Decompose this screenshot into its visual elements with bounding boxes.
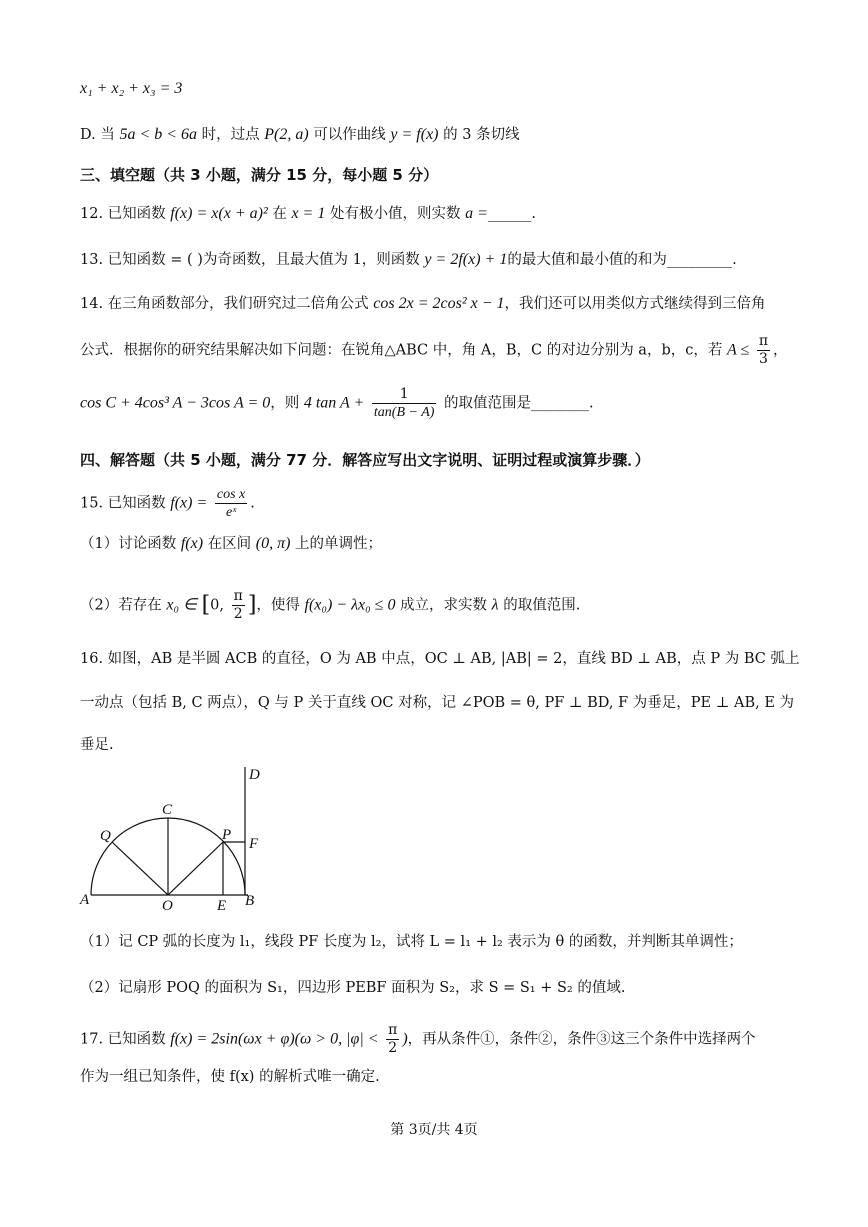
section-3-title: 三、填空题（共 3 小题，满分 15 分，每小题 5 分）	[80, 166, 439, 184]
q12-text-3: 处有极小值，则实数	[329, 206, 461, 222]
question-14-line-3	[80, 386, 808, 421]
q17-text-2: ，再从条件①，条件②，条件③这三个条件中选择两个	[407, 1031, 756, 1048]
q15-numerator: cos x	[216, 487, 246, 502]
q12-point: x = 1	[291, 205, 326, 222]
q17-pi-over-2	[386, 1022, 399, 1057]
option-d-curve: y = f(x)	[390, 126, 439, 143]
q14-fraction-numerator: 1	[372, 386, 437, 404]
segment-op	[168, 842, 223, 895]
label-q: Q	[100, 828, 111, 844]
q13-gap: = ( )	[170, 252, 203, 268]
label-c: C	[162, 802, 173, 818]
q17-close-paren: )	[402, 1030, 408, 1048]
q16-number: 16.	[80, 651, 104, 667]
label-f: F	[249, 836, 259, 852]
q12-end: .	[531, 206, 536, 222]
question-12	[80, 203, 808, 225]
q15-part1-function: f(x)	[180, 535, 204, 552]
option-d-text-1: 当	[100, 127, 115, 143]
option-d-text-3: 可以作曲线	[313, 127, 386, 143]
q12-blank: ______	[487, 206, 532, 222]
q17-function: f(x) = 2sin(ωx + φ)(ω > 0, |φ| <	[170, 1030, 379, 1048]
q15-fraction	[215, 486, 247, 521]
q12-text-1: 已知函数	[107, 206, 166, 222]
q13-text-3: 的最大值和最小值的和为	[507, 252, 667, 268]
q14-fraction	[372, 386, 437, 421]
question-16-part-1: （1）记 CP 弧的长度为 l₁，线段 PF 长度为 l₂，试将 L = l₁ + l₂ 表示为 θ 的函数，并判断其单调性；	[80, 934, 743, 950]
q15-part1-text-1: （1）讨论函数	[80, 536, 177, 552]
q15-part2-lambda: λ	[491, 596, 499, 614]
q12-function: f(x) = x(x + a)²	[170, 205, 268, 222]
question-15	[80, 486, 808, 521]
q13-function: y = 2f(x) + 1	[424, 251, 508, 268]
q14-number: 14.	[80, 296, 104, 312]
q15-part2-x0: x₀ ∈	[166, 596, 197, 614]
q15-part1-text-2: 在区间	[207, 536, 252, 552]
q14-equation: cos C + 4cos³ A − 3cos A = 0	[80, 394, 271, 412]
question-15-part-2	[80, 588, 808, 623]
option-d-condition: 5a < b < 6a	[119, 126, 198, 143]
q14-double-angle-formula: cos 2x = 2cos² x − 1	[373, 295, 505, 312]
q17-number: 17.	[80, 1031, 104, 1048]
label-a: A	[80, 892, 90, 908]
q14-expression: 4 tan A +	[303, 394, 365, 412]
question-16-line-2: 一动点（包括 B, C 两点），Q 与 P 关于直线 OC 对称，记 ∠POB = θ, PF ⊥ BD, F 为垂足，PE ⊥ AB, E 为	[80, 695, 795, 711]
q17-two: 2	[388, 1040, 398, 1056]
q15-part2-inequality: f(x₀) − λx₀ ≤ 0	[304, 596, 396, 614]
q14-three: 3	[758, 351, 768, 367]
q15-part1-interval: (0, π)	[255, 535, 291, 552]
sum-equation: x₁ + x₂ + x₃ = 3	[80, 80, 183, 97]
label-b: B	[245, 893, 255, 909]
option-d-text-2: 时，过点	[201, 127, 260, 143]
question-16-part-2: （2）记扇形 POQ 的面积为 S₁，四边形 PEBF 面积为 S₂，求 S = S₁ + S₂ 的值域.	[80, 980, 626, 996]
question-15-part-1	[80, 533, 808, 555]
q15-part2-zero: 0,	[210, 597, 224, 614]
label-p: P	[222, 827, 232, 843]
q14-text-2: ，我们还可以用类似方式继续得到三倍角	[504, 296, 766, 312]
q17-text-1: 已知函数	[107, 1031, 166, 1048]
option-d-point: P(2, a)	[264, 126, 309, 143]
q13-end: .	[732, 252, 737, 268]
q15-part2-two: 2	[233, 606, 243, 622]
q13-blank: _________	[666, 252, 733, 268]
q12-variable: a =	[465, 205, 488, 222]
q15-part2-text-4: 的取值范围.	[503, 597, 581, 614]
q15-number: 15.	[80, 495, 104, 512]
q15-text-1: 已知函数	[107, 495, 166, 512]
q14-text-5: 的取值范围是	[444, 395, 532, 412]
q14-comma: ，	[773, 342, 788, 359]
question-17-line-2: 作为一组已知条件，使 f(x) 的解析式唯一确定.	[80, 1069, 380, 1085]
q15-part2-text-3: 成立，求实数	[400, 597, 488, 614]
option-d-text-4: 的 3 条切线	[443, 127, 520, 143]
q14-pi-over-3	[757, 333, 770, 368]
q16-text-1: 如图，AB 是半圆 ACB 的直径，O 为 AB 中点，OC ⊥ AB, |AB| = 2，直线 BD ⊥ AB，点 P 为 BC 弧上	[107, 651, 800, 667]
q15-function-lhs: f(x) =	[170, 494, 208, 512]
q15-part2-right-bracket: ]	[247, 592, 257, 618]
question-16-line-1	[80, 648, 808, 670]
q13-number: 13.	[80, 252, 104, 268]
q14-text-1: 在三角函数部分，我们研究过二倍角公式	[107, 296, 369, 312]
q12-number: 12.	[80, 206, 104, 222]
q17-pi: π	[388, 1022, 398, 1038]
q13-text-1: 已知函数	[107, 252, 166, 268]
q14-text-3: 公式．根据你的研究结果解决如下问题：在锐角△ABC 中，角 A，B，C 的对边分别为 a，b，c，若	[80, 342, 723, 359]
question-13	[80, 249, 808, 271]
segment-oq	[112, 842, 168, 895]
q14-blank: ________	[531, 395, 590, 412]
q14-end: .	[589, 395, 594, 412]
q15-denominator: eˣ	[226, 505, 237, 520]
section-4-title: 四、解答题（共 5 小题，满分 77 分．解答应写出文字说明、证明过程或演算步骤．）	[80, 451, 650, 469]
label-o: O	[162, 898, 173, 912]
q14-condition: A ≤	[726, 341, 750, 359]
q14-fraction-denominator: tan(B − A)	[373, 405, 435, 420]
option-d	[80, 124, 808, 146]
q15-part2-text-1: （2）若存在	[80, 597, 162, 614]
q15-end: .	[250, 495, 255, 512]
q14-pi: π	[758, 333, 769, 349]
q15-part2-pi: π	[233, 588, 243, 604]
q15-part2-left-bracket: [	[201, 592, 211, 618]
q13-text-2: 为奇函数，且最大值为 1，则函数	[202, 252, 420, 268]
question-14-line-1	[80, 293, 808, 315]
q15-part1-text-3: 上的单调性；	[295, 536, 383, 552]
q15-part2-pi-over-2	[232, 588, 245, 623]
label-e: E	[217, 898, 227, 912]
option-d-label: D.	[80, 127, 96, 143]
header-equation	[80, 78, 808, 100]
question-17-line-1	[80, 1022, 808, 1057]
q14-text-4: ，则	[270, 395, 300, 412]
label-d: D	[249, 767, 260, 783]
semicircle-figure	[76, 762, 276, 912]
q12-text-2: 在	[272, 206, 287, 222]
page-footer: 第 3页/共 4页	[390, 1122, 478, 1138]
q15-part2-text-2: ，使得	[256, 597, 300, 614]
question-14-line-2	[80, 333, 808, 368]
question-16-line-3: 垂足.	[80, 737, 114, 753]
